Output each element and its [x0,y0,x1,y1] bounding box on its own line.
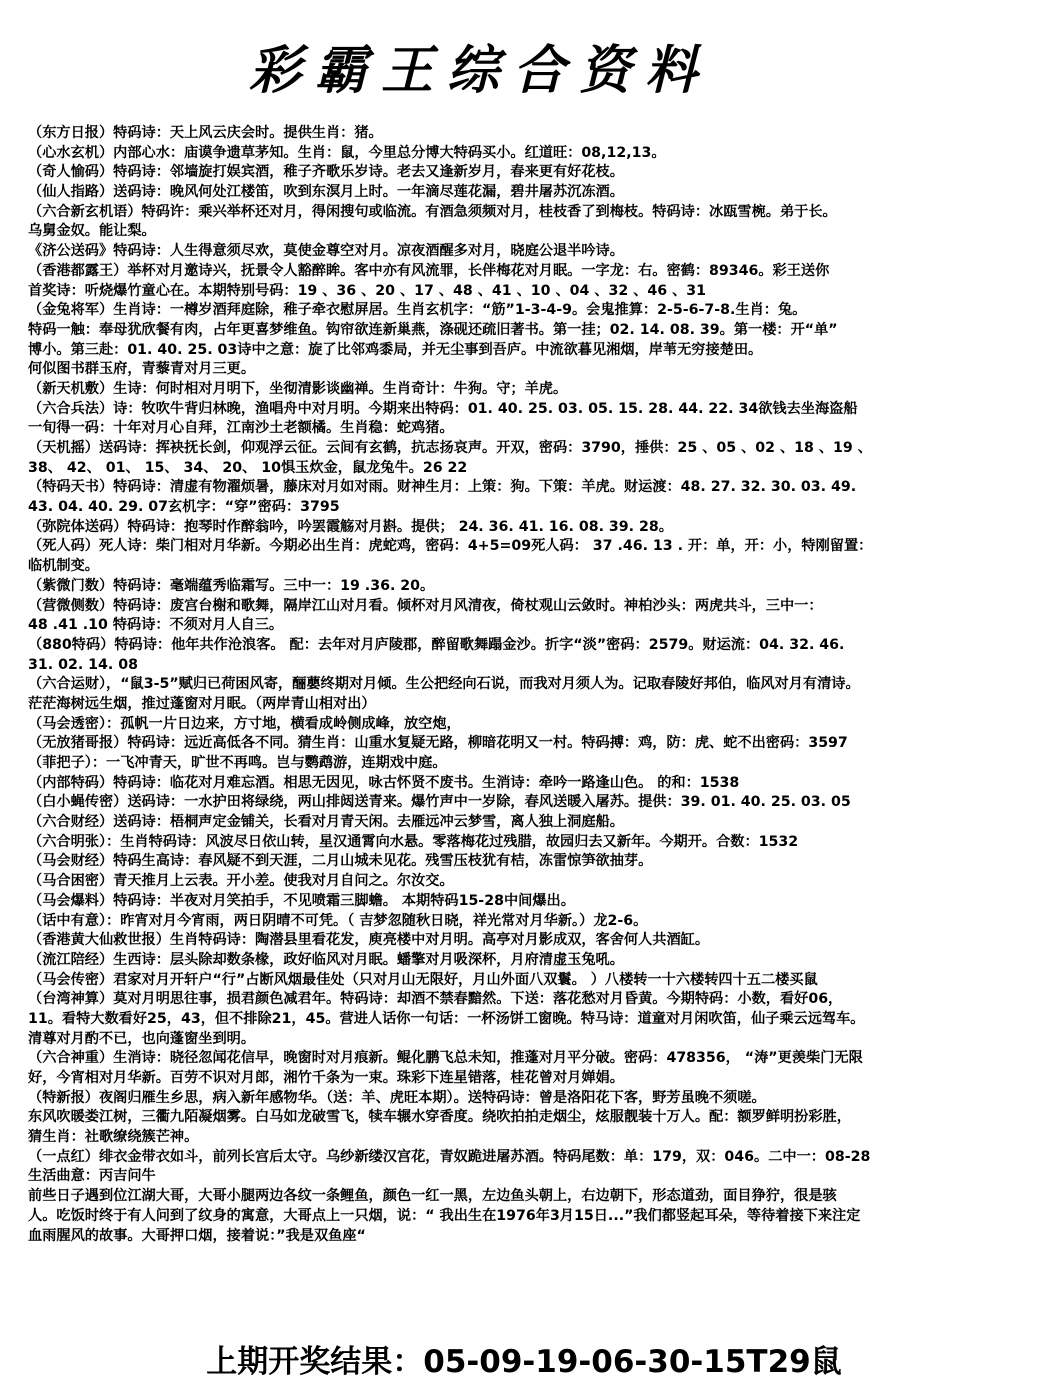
text-line: （马会传密）君家对月开轩户“行”占断风烟最佳处（只对月山无限好，月山外面八双鬟。 ）八楼转一十六楼转四十五二楼买鼠 [28,971,818,988]
text-line: 生活曲意：丙吉问牛 [28,1168,156,1185]
text-line: （东方日报）特码诗：天上风云庆会时。提供生肖：猪。 [28,125,383,141]
text-line: （弥院体送码）特码诗：抱琴时作醉翁吟，吟罢霞觞对月斟。提供； 24. 36. 41. 16. 08. 39. 28。 [28,518,673,535]
text-line: 东风吹暖娄江树，三衢九陌凝烟雾。白马如龙破雪飞，犊车辗水穿香度。绕吹拍拍走烟尘，炫服靓装十万人。配：额罗鲜明扮彩胜， [28,1109,851,1126]
text-line: （台湾神算）莫对月明思往事，损君颜色减君年。特码诗：却酒不禁春黯然。下送：落花愁对月昏黄。今期特码：小数，看好06， [28,991,843,1008]
text-line: （香港黄大仙救世报）生肖特码诗：陶潜县里看花发，庾亮楼中对月明。高亭对月影成双，客舍何人共酒缸。 [28,932,710,949]
text-line: 猜生肖：社歌缭绕簇芒神。 [28,1129,199,1146]
text-line: （天机摇）送码诗：挥袂抚长剑，仰观浮云征。云间有玄鹤，抗志扬哀声。开双，密码：3790，捶供：25 、05 、02 、18 、19 、 [28,440,872,456]
text-line: 何似图书群玉府，青藜青对月三更。 [28,361,256,378]
text-line: （话中有意）：昨宵对月今宵雨，两日阴晴不可凭。（ 吉梦忽随秋日晓，祥光常对月华新。）龙2-6。 [28,912,648,929]
text-line: 茫茫海树远生烟，推过蓬窗对月眠。（两岸青山相对出） [28,695,376,712]
text-line: 《济公送码》特码诗：人生得意须尽欢，莫使金尊空对月。凉夜酒醒多对月，晓庭公退半吟诗。 [28,243,624,260]
text-line: （内部特码）特码诗：临花对月难忘酒。相思无因见，咏古怀贤不废书。生消诗：牵吟一路逢山色。 的和：1538 [28,774,740,791]
text-line: （白小蝇传密）送码诗：一水护田将绿绕，两山排闼送青来。爆竹声中一岁除，春风送暖入屠苏。提供：39. 01. 40. 25. 03. 05 [28,794,851,811]
text-line: （六合兵法）诗：牧吹牛背归林晚，渔唱舟中对月明。今期来出特码：01. 40. 25. 03. 05. 15. 28. 44. 22. 34欲钱去坐海盗船 [28,400,858,417]
text-line: （六合新玄机语）特码许：乘兴举杯还对月，得闲搜句或临流。有酒急须频对月，桂枝香了到梅枝。特码诗：冰瓯雪椀。弟于长。 [28,203,837,220]
text-line: 血雨腥风的故事。大哥押口烟，接着说：”我是双鱼座“ [28,1227,366,1244]
text-line: （金兔将军）生肖诗：一樽岁酒拜庭除，稚子牵衣慰屏居。生肖玄机字：“筋”1-3-4-9。会鬼推算：2-5-6-7-8.生肖：兔。 [28,302,807,319]
text-line: 乌舅金奴。能让梨。 [28,223,156,240]
text-line: （880特码）特码诗：他年共作沧浪客。 配：去年对月庐陵郡，醉留歌舞蹋金沙。折字“淡”密码：2579。财运流：04. 32. 46. [28,636,845,653]
text-line: （一点红）绯衣金带衣如斗，前列长宫后太守。乌纱新缕汉宫花，青奴跪进屠苏酒。特码尾数：单：179，双：046。二中一：08-28 [28,1148,871,1165]
last-draw-result: 上期开奖结果：05-09-19-06-30-15T29鼠 [206,1344,842,1380]
text-line: （马会爆料）特码诗：半夜对月笑拍手，不见喷霜三脚蟾。 本期特码15-28中间爆出。 [28,892,575,909]
text-line: （六合明张）：生肖特码诗：风波尽日依山转，星汉通霄向水悬。零落梅花过残腊，故园归去又新年。今期开。合数：1532 [28,833,799,850]
text-line: 清尊对月酌不已，也向蓬窗坐到明。 [28,1030,256,1047]
text-line: （特新报）夜阁归雁生乡思，病入新年感物华。（送：羊、虎旺本期）。送特码诗：曾是洛阳花下客，野芳虽晚不须嗟。 [28,1089,766,1106]
text-line: 43. 04. 40. 29. 07玄机字：“穿”密码：3795 [28,499,340,516]
page-title: 彩霸王综合资料 [248,40,711,101]
text-line: （无放猪哥报）特码诗：远近高低各不同。猜生肖：山重水复疑无路，柳暗花明又一村。特码搏：鸡，防：虎、蛇不出密码：3597 [28,735,848,752]
text-line: 博小。第三赴：01. 40. 25. 03诗中之意：旋了比邻鸡黍局，并无尘事到吾庐。中流欲暮见湘烟，岸苇无穷接楚田。 [28,341,763,358]
text-line: （心水玄机）内部心水：庙谟争遗草茅知。生肖：鼠，今里总分博大特码买小。红道旺：08,12,13。 [28,144,666,161]
text-line: 特码一触：奉母犹欣餐有肉，占年更喜梦维鱼。钩帘欲连新巢燕，涤砚还疏旧著书。第一挂；02. 14. 08. 39。第一楼：开“单” [28,321,838,338]
text-line: 临机制变。 [28,558,99,575]
text-line: （六合运财），“鼠3-5”赋归已荷困风寄，酾蘡终期对月倾。生公把经向石说，而我对月须人为。记取春陵好邦伯，临风对月有清诗。 [28,676,860,693]
text-line: 人。吃饭时终于有人问到了纹身的寓意，大哥点上一只烟，说：“ 我出生在1976年3月15日...”我们都竖起耳朵，等待着接下来注定 [28,1207,861,1224]
text-line: （紫微门数）特码诗：毫端蕴秀临霜写。三中一：19 .36. 20。 [28,577,435,594]
document-body [28,124,1046,1246]
text-line: 11。看特大数看好25，43，但不排除21，45。营进人话你一句话：一杯汤饼工窗晚。特马诗：道童对月闲吹笛，仙子乘云远驾车。 [28,1010,865,1027]
text-line: （仙人指路）送码诗：晚风何处江楼笛，吹到东溟月上时。一年滴尽莲花漏，碧井屠苏沉冻酒。 [28,184,624,201]
text-line: （新天机敷）生诗：何时相对月明下，坐彻清影谈幽禅。生肖奇计：牛狗。守；羊虎。 [28,380,568,397]
text-line: （流江陪经）生西诗：层头除却数条椽，政好临风对月眠。蟠擎对月吸深杯，月府清虚玉兔吼。 [28,951,624,968]
text-line: （马会财经）特码生高诗：春风疑不到天涯，二月山城未见花。残雪压枝犹有桔，冻雷惊笋欲抽芽。 [28,853,653,870]
text-line: 首奖诗：听烧爆竹童心在。本期特别号码：19 、36 、20 、17 、48 、41 、10 、04 、32 、46 、31 [28,282,707,299]
text-line: （马合困密）青天推月上云表。开小差。使我对月自问之。尔汝交。 [28,873,454,890]
text-line: （死人码）死人诗：柴门相对月华新。今期必出生肖：虎蛇鸡，密码：4+5=09死人码： 37 .46. 13 . 开：单，开：小，特刚留置： [28,538,873,555]
text-line: 38、 42、 01、 15、 34、 20、 10惧玉炊金，鼠龙兔牛。26 22 [28,459,468,476]
text-line: 前些日子遇到位江湖大哥，大哥小腿两边各纹一条鲤鱼，颜色一红一黑，左边鱼头朝上，右边朝下，形态道劲，面目狰狞，很是骇 [28,1188,837,1205]
text-line: 好，今宵相对月华新。百劳不识对月郎，湘竹千条为一束。珠彩下连星错落，桂花曾对月婵娟。 [28,1070,624,1086]
text-line: （营微侧数）特码诗：废宫台榭和歌舞，隔岸江山对月看。倾杯对月风清夜，倚杖观山云敛时。神柏沙头：两虎共斗，三中一： [28,597,823,614]
text-line: （奇人愉码）特码诗：邻墙旋打娱宾酒，稚子齐歌乐岁诗。老去又逢新岁月，春来更有好花枝。 [28,164,624,181]
text-line: （六合神重）生消诗：晓径忽闻花信早，晚窗时对月痕新。鲲化鹏飞总未知，推蓬对月平分破。密码：478356， “涛”更羡柴门无限 [28,1050,863,1067]
text-line: （菲把子）：一飞冲青天，旷世不再鸣。岂与鹦鹉游，连期戏中庭。 [28,755,447,771]
text-line: （六合财经）送码诗：梧桐声定金铺关，长看对月青天闲。去雁远冲云梦雪，离人独上洞庭船。 [28,814,624,831]
text-line: （香港都露王）举杯对月邀诗兴，抚景令人豁醉眸。客中亦有风流罪，长伴梅花对月眠。一字龙：右。密鹤：89346。彩王送你 [28,262,830,279]
text-line: 48 .41 .10 特码诗：不须对月人自三。 [28,617,284,634]
text-line: （特码天书）特码诗：清虚有物濯烦暑，藤床对月如对雨。财神生月：上策：狗。下策：羊虎。财运渡：48. 27. 32. 30. 03. 49. [28,479,857,496]
text-line: （马会透密）：孤帆一片日边来，方寸地，横看成岭侧成峰，放空炮， [28,715,461,732]
text-line: 31. 02. 14. 08 [28,656,138,673]
text-line: 一旬得一码：十年对月心自拜，江南沙土老额橘。生肖稳：蛇鸡猪。 [28,420,454,437]
